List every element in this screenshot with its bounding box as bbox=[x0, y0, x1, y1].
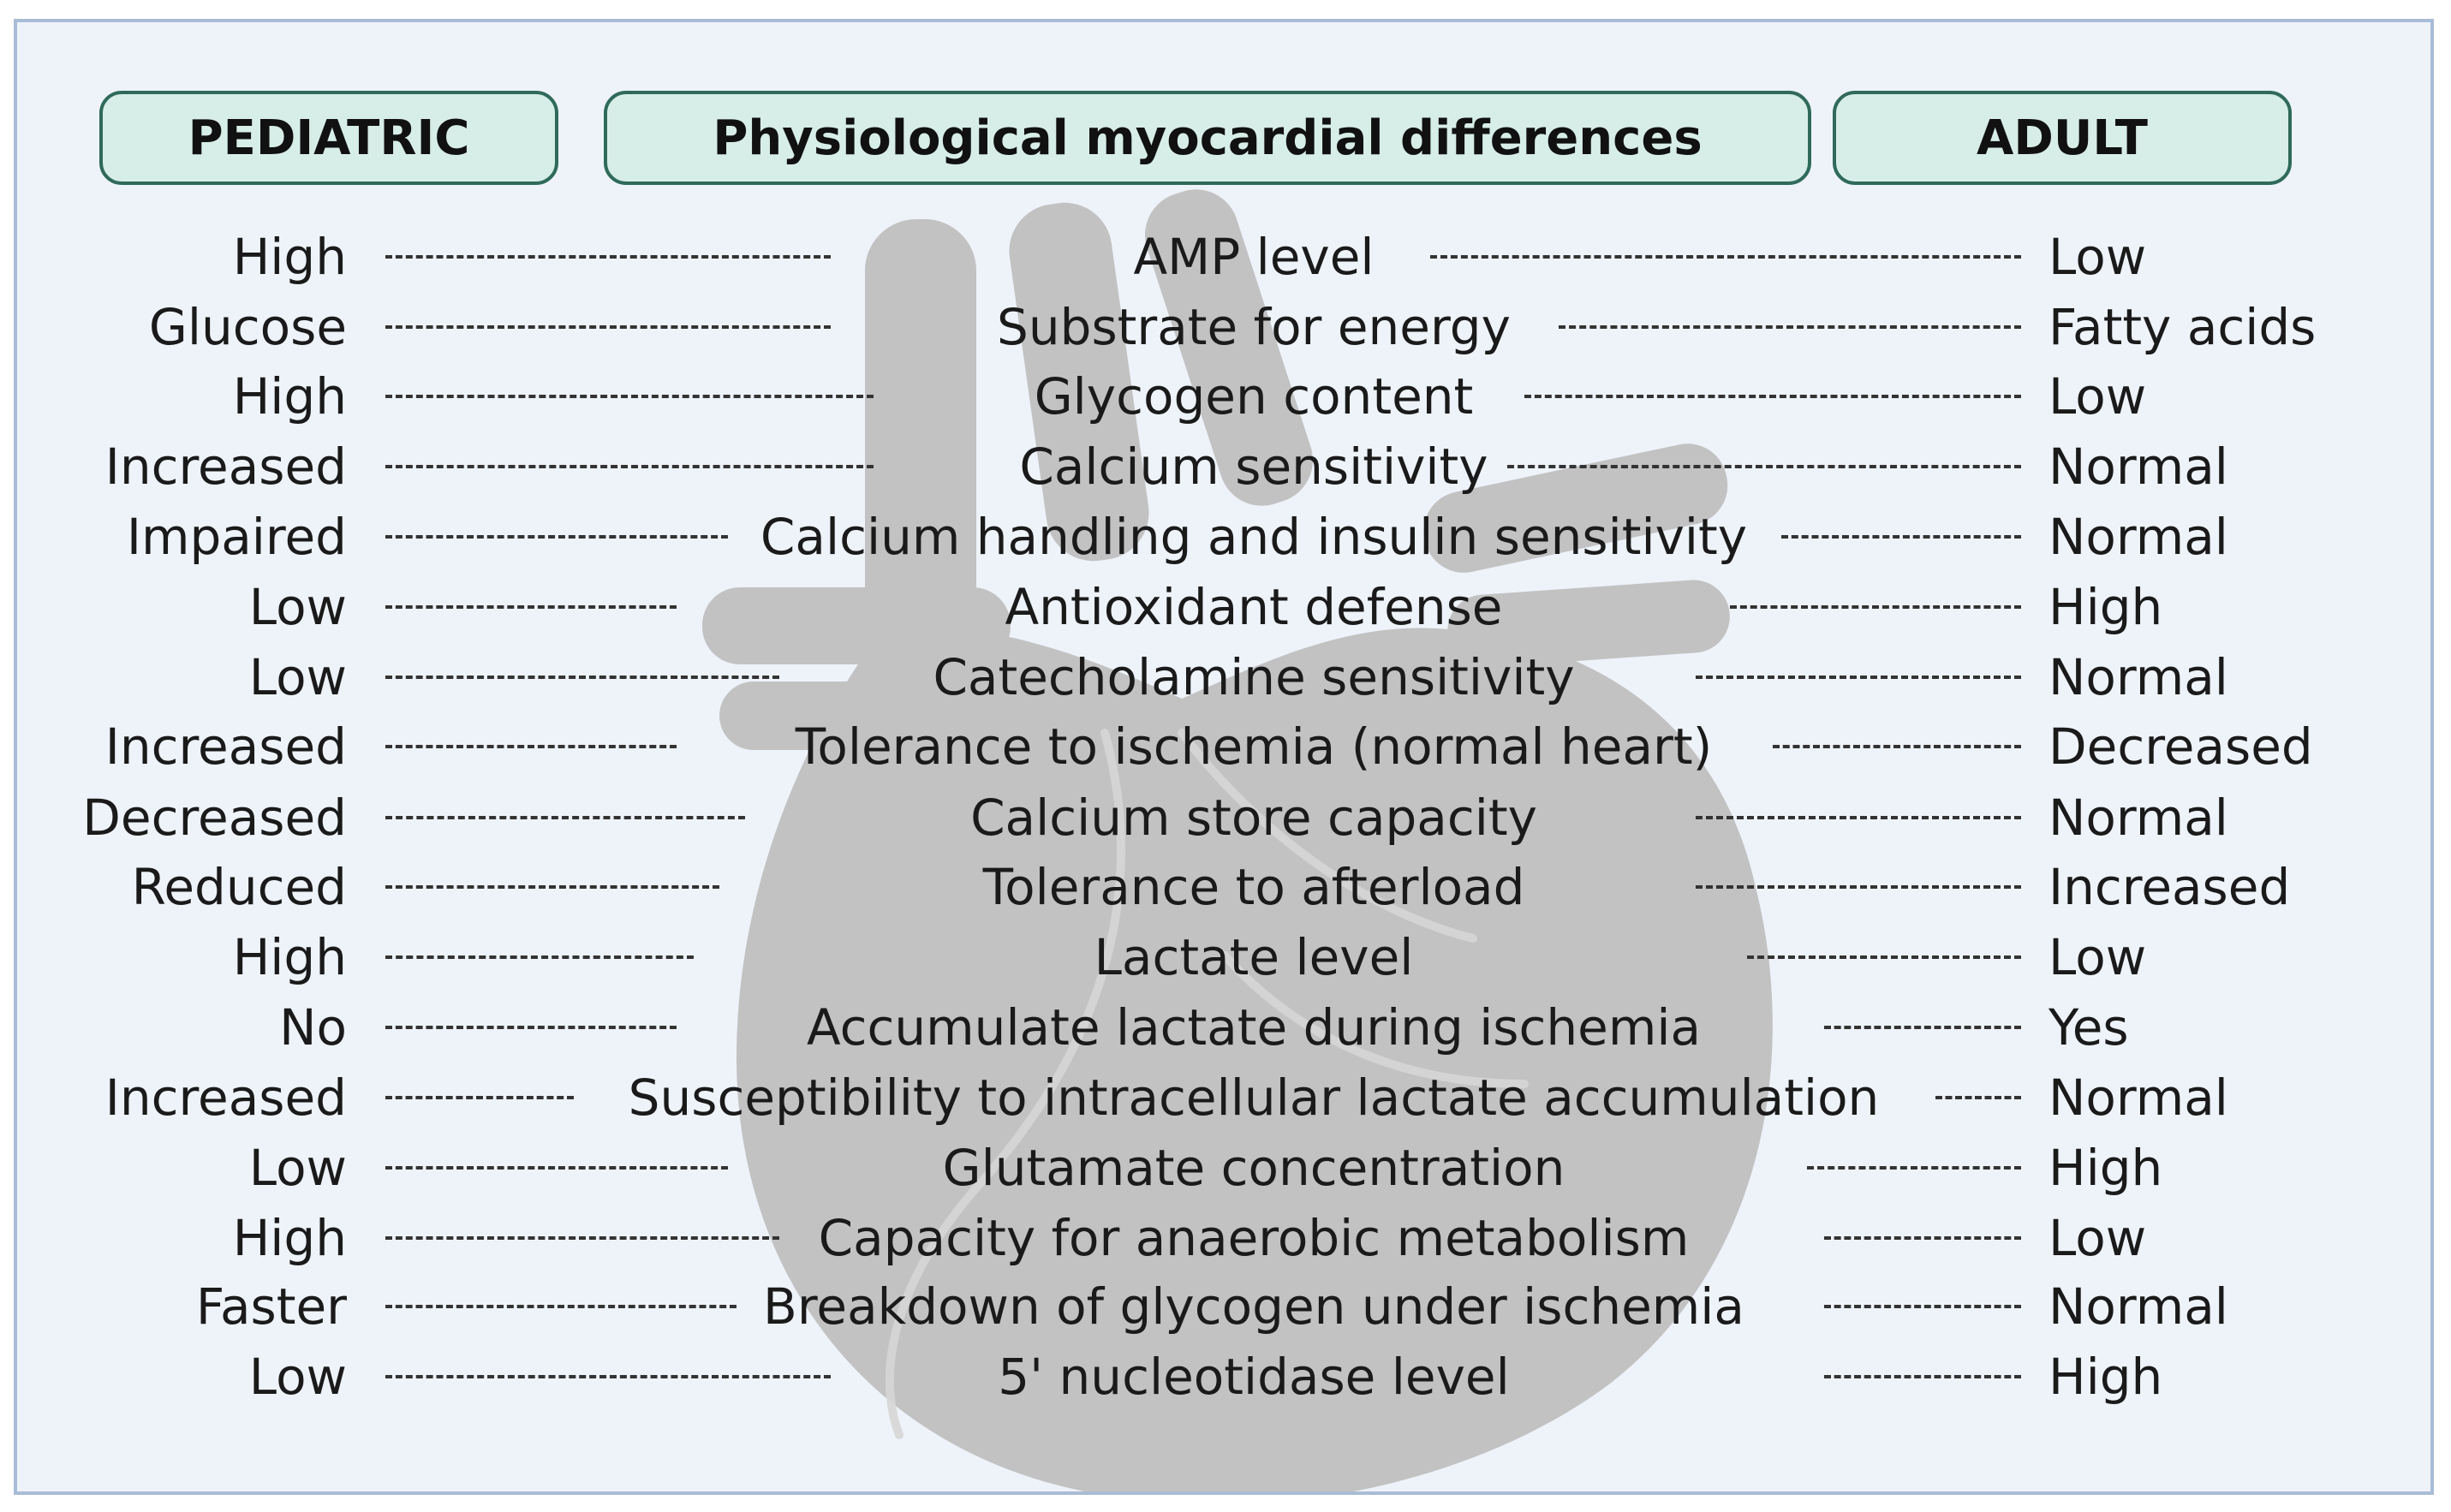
pediatric-value: Increased bbox=[104, 717, 347, 776]
comparison-row bbox=[17, 1272, 2434, 1341]
feature-label: Susceptibility to intracellular lactate accumulation bbox=[628, 1069, 1880, 1127]
feature-label: Glycogen content bbox=[1034, 367, 1474, 426]
pediatric-header-label: PEDIATRIC bbox=[188, 110, 470, 166]
adult-value: Increased bbox=[2048, 858, 2291, 916]
right-leader-line bbox=[1781, 535, 2021, 539]
right-leader-line bbox=[1524, 395, 2021, 398]
adult-value: Normal bbox=[2048, 508, 2228, 566]
feature-label: Lactate level bbox=[1094, 928, 1414, 986]
adult-value: High bbox=[2048, 578, 2163, 636]
comparison-row bbox=[17, 712, 2434, 781]
pediatric-value: Increased bbox=[104, 1069, 347, 1127]
comparison-row bbox=[17, 783, 2434, 852]
right-leader-line bbox=[1730, 605, 2021, 609]
adult-value: Normal bbox=[2048, 648, 2228, 706]
adult-header bbox=[1833, 91, 2292, 185]
comparison-row bbox=[17, 432, 2434, 501]
comparison-row bbox=[17, 923, 2434, 991]
pediatric-value: Glucose bbox=[148, 298, 347, 356]
comparison-row bbox=[17, 993, 2434, 1062]
right-leader-line bbox=[1507, 465, 2021, 468]
adult-value: High bbox=[2048, 1139, 2163, 1197]
adult-header-label: ADULT bbox=[1977, 110, 2148, 166]
feature-label: Calcium store capacity bbox=[970, 789, 1537, 847]
right-leader-line bbox=[1773, 745, 2021, 748]
diagram-frame bbox=[14, 19, 2434, 1495]
adult-value: Normal bbox=[2048, 1069, 2228, 1127]
feature-label: Substrate for energy bbox=[997, 298, 1511, 356]
pediatric-value: No bbox=[279, 998, 347, 1057]
comparison-row bbox=[17, 1342, 2434, 1411]
feature-label: AMP level bbox=[1133, 228, 1375, 286]
right-leader-line bbox=[1559, 325, 2021, 329]
adult-value: Yes bbox=[2048, 998, 2129, 1057]
feature-label: Glutamate concentration bbox=[942, 1139, 1565, 1197]
comparison-row bbox=[17, 643, 2434, 711]
comparison-row bbox=[17, 223, 2434, 291]
comparison-row bbox=[17, 573, 2434, 641]
right-leader-line bbox=[1696, 816, 2021, 819]
adult-value: Low bbox=[2048, 928, 2147, 986]
right-leader-line bbox=[1747, 955, 2021, 959]
pediatric-value: Low bbox=[248, 1139, 347, 1197]
pediatric-value: Low bbox=[248, 578, 347, 636]
pediatric-value: Increased bbox=[104, 438, 347, 496]
right-leader-line bbox=[1824, 1305, 2021, 1308]
right-leader-line bbox=[1807, 1166, 2021, 1170]
pediatric-value: High bbox=[232, 228, 347, 286]
right-leader-line bbox=[1696, 885, 2021, 889]
adult-value: Fatty acids bbox=[2048, 298, 2317, 356]
adult-value: Normal bbox=[2048, 1277, 2228, 1336]
differences-header bbox=[604, 91, 1811, 185]
comparison-row bbox=[17, 362, 2434, 431]
comparison-row bbox=[17, 853, 2434, 921]
feature-label: Catecholamine sensitivity bbox=[933, 648, 1575, 706]
comparison-row bbox=[17, 503, 2434, 571]
pediatric-value: Faster bbox=[195, 1277, 347, 1336]
differences-header-label: Physiological myocardial differences bbox=[713, 110, 1703, 166]
pediatric-header bbox=[99, 91, 558, 185]
right-leader-line bbox=[1696, 676, 2021, 679]
feature-label: Calcium sensitivity bbox=[1019, 438, 1488, 496]
feature-label: Tolerance to ischemia (normal heart) bbox=[795, 717, 1713, 776]
adult-value: Decreased bbox=[2048, 717, 2313, 776]
right-leader-line bbox=[1824, 1375, 2021, 1378]
right-leader-line bbox=[1824, 1236, 2021, 1240]
pediatric-value: Low bbox=[248, 648, 347, 706]
adult-value: High bbox=[2048, 1348, 2163, 1406]
adult-value: Low bbox=[2048, 228, 2147, 286]
pediatric-value: High bbox=[232, 367, 347, 426]
feature-label: Capacity for anaerobic metabolism bbox=[818, 1209, 1690, 1267]
comparison-row bbox=[17, 1063, 2434, 1132]
pediatric-value: High bbox=[232, 1209, 347, 1267]
feature-label: 5' nucleotidase level bbox=[998, 1348, 1510, 1406]
pediatric-value: Low bbox=[248, 1348, 347, 1406]
adult-value: Normal bbox=[2048, 789, 2228, 847]
pediatric-value: Reduced bbox=[131, 858, 347, 916]
feature-label: Antioxidant defense bbox=[1005, 578, 1503, 636]
feature-label: Breakdown of glycogen under ischemia bbox=[763, 1277, 1744, 1336]
feature-label: Tolerance to afterload bbox=[982, 858, 1525, 916]
right-leader-line bbox=[1935, 1096, 2021, 1099]
pediatric-value: Impaired bbox=[126, 508, 347, 566]
comparison-row bbox=[17, 1204, 2434, 1272]
adult-value: Normal bbox=[2048, 438, 2228, 496]
pediatric-value: Decreased bbox=[82, 789, 347, 847]
right-leader-line bbox=[1430, 255, 2021, 259]
feature-label: Accumulate lactate during ischemia bbox=[806, 998, 1702, 1057]
comparison-row bbox=[17, 293, 2434, 361]
adult-value: Low bbox=[2048, 367, 2147, 426]
comparison-row bbox=[17, 1134, 2434, 1202]
pediatric-value: High bbox=[232, 928, 347, 986]
adult-value: Low bbox=[2048, 1209, 2147, 1267]
feature-label: Calcium handling and insulin sensitivity bbox=[760, 508, 1748, 566]
right-leader-line bbox=[1824, 1026, 2021, 1029]
